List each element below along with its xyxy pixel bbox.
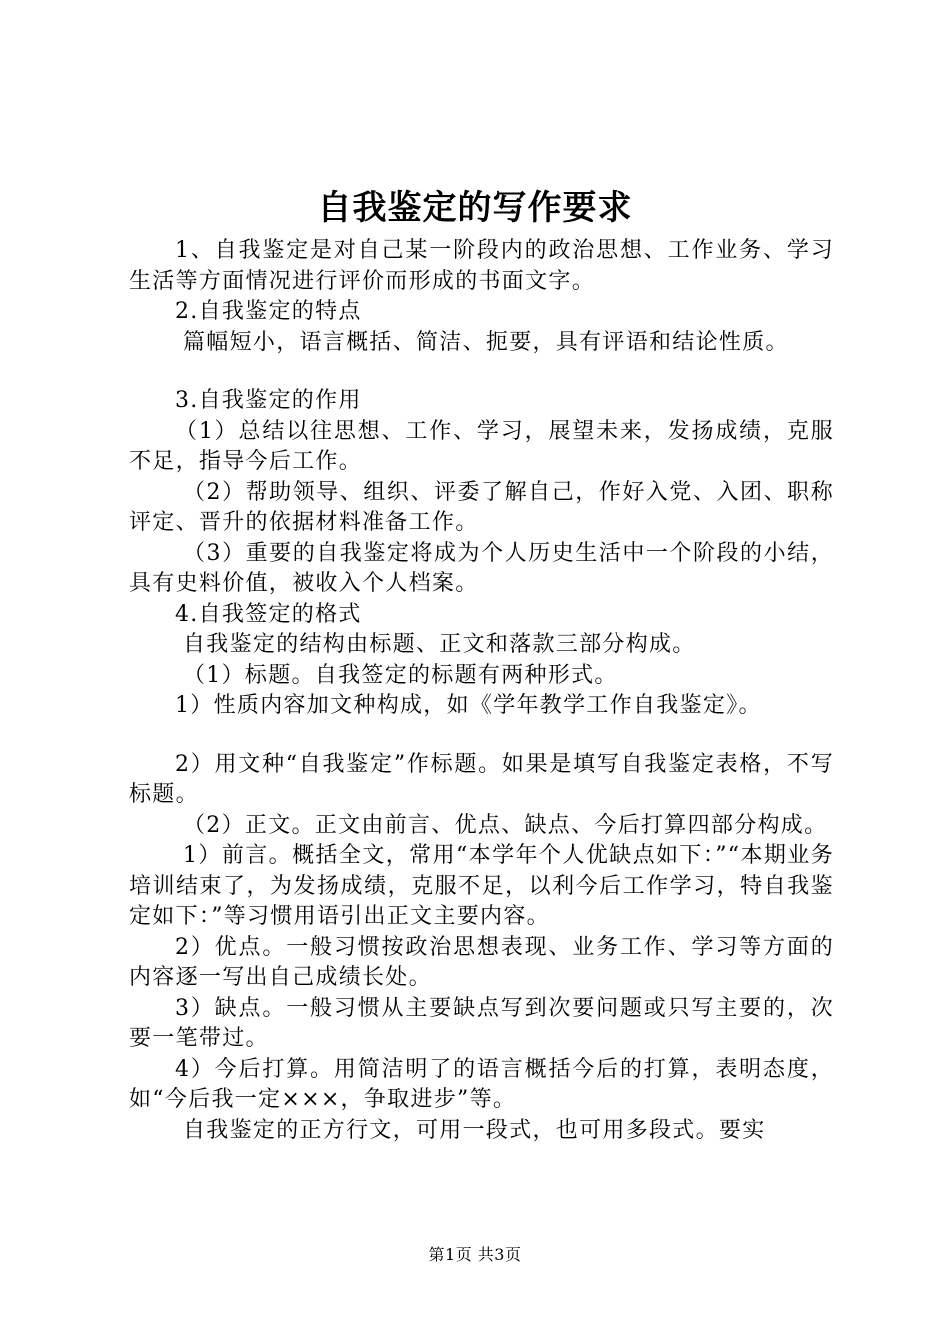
paragraph-preface: 1）前言。概括全文，常用“本学年个人优缺点如下：”“本期业务培训结束了，为发扬成绩，克服不足，以利今后工作学习，特自我鉴定如下：”等习惯用语引出正文主要内容。: [129, 843, 834, 929]
paragraph-definition: 1、自我鉴定是对自己某一阶段内的政治思想、工作业务、学习生活等方面情况进行评价而形成的书面文字。: [129, 238, 834, 294]
paragraph-strengths: 2）优点。一般习惯按政治思想表现、业务工作、学习等方面的内容逐一写出自己成绩长处。: [129, 934, 834, 990]
paragraph-title-forms: （1）标题。自我签定的标题有两种形式。: [183, 662, 618, 688]
heading-features: 2.自我鉴定的特点: [175, 299, 362, 324]
paragraph-function-2: （2）帮助领导、组织、评委了解自己，作好入党、入团、职称评定、晋升的依据材料准备工作。: [129, 479, 834, 535]
heading-functions: 3.自我鉴定的作用: [175, 388, 362, 413]
paragraph-title-form-1: 1）性质内容加文种构成，如《学年教学工作自我鉴定》。: [175, 693, 762, 718]
paragraph-features: 篇幅短小，语言概括、简洁、扼要，具有评语和结论性质。: [183, 329, 789, 355]
paragraph-spacer: [129, 358, 834, 386]
paragraph-function-3: （3）重要的自我鉴定将成为个人历史生活中一个阶段的小结，具有史料价值，被收入个人档案。: [129, 540, 834, 596]
document-title: 自我鉴定的写作要求: [317, 188, 633, 228]
paragraph-structure: 自我鉴定的结构由标题、正文和落款三部分构成。: [183, 632, 696, 657]
paragraph-weaknesses: 3）缺点。一般习惯从主要缺点写到次要问题或只写主要的，次要一笔带过。: [129, 995, 834, 1051]
paragraph-future-plans: 4）今后打算。用简洁明了的语言概括今后的打算，表明态度，如“今后我一定×××，争取进步”等。: [129, 1056, 834, 1112]
paragraph-title-form-2: 2）用文种“自我鉴定”作标题。如果是填写自我鉴定表格，不写标题。: [129, 751, 834, 807]
paragraph-body-parts: （2）正文。正文由前言、优点、缺点、今后打算四部分构成。: [183, 812, 828, 838]
heading-format: 4.自我签定的格式: [175, 601, 362, 627]
paragraph-function-1: （1）总结以往思想、工作、学习，展望未来，发扬成绩，克服不足，指导今后工作。: [129, 418, 834, 474]
page-number-footer: 第1页 共3页: [428, 1245, 522, 1264]
document-body: [129, 236, 834, 1146]
paragraph-writing-style: 自我鉴定的正方行文，可用一段式，也可用多段式。要实: [183, 1117, 766, 1143]
paragraph-spacer: [129, 722, 834, 750]
